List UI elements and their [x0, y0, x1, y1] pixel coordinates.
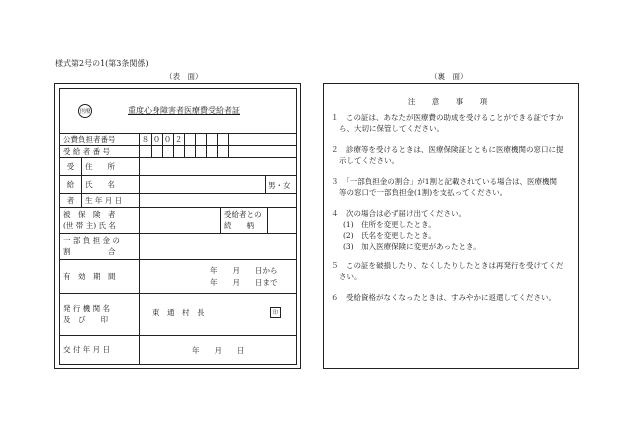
issue-date-value: 年 月 日	[192, 346, 245, 355]
note-sub-line: (3) 加入医療保険に変更があったとき。	[343, 242, 481, 251]
insured-label-line: 被 保 険 者	[63, 210, 116, 219]
recipient-side-label: 受	[60, 157, 82, 175]
copay-label-line: 一 部 負 担 金 の	[63, 236, 120, 245]
medical-seal-icon: 医療	[78, 104, 92, 118]
relation-label	[220, 207, 268, 233]
recipient-number-label: 受 給 者 番 号	[60, 145, 140, 157]
form-number: 様式第2号の1(第3条関係)	[55, 59, 149, 68]
payer-digit: ０	[162, 133, 174, 145]
insured-row	[60, 207, 296, 234]
issuer-value: 東 通 村 長	[152, 308, 205, 317]
note-item	[331, 260, 573, 282]
sex-value: 男・女	[268, 181, 291, 190]
address-row	[60, 157, 296, 176]
front-side-label: （表 面）	[165, 72, 203, 81]
validity-row	[60, 259, 296, 294]
copay-label	[60, 233, 140, 259]
copay-row	[60, 233, 296, 260]
note-item	[331, 176, 573, 198]
note-line: ４ 次の場合は必ず届け出てください。	[331, 209, 466, 218]
payer-digit	[217, 133, 229, 145]
recipient-digit	[217, 145, 229, 157]
note-line: ら、大切に保管してください。	[339, 124, 444, 133]
note-item	[331, 112, 573, 134]
insured-label-line: (世 帯 主) 氏 名	[63, 221, 116, 230]
payer-digit: ８	[140, 133, 152, 145]
note-line: ３ 「一部負担金の割合」が1割と記載されている場合は、医療機関	[331, 177, 558, 186]
insured-label	[60, 207, 140, 233]
back-card	[323, 83, 579, 369]
note-sub-line: (1) 住所を変更したとき。	[343, 220, 436, 229]
issuer-label-line: 及 び 印	[63, 315, 108, 324]
note-line: 示してください。	[339, 156, 399, 165]
note-line: １ この証は、あなたが医療費の助成を受けることができる証ですか	[331, 113, 564, 122]
issuer-label	[60, 293, 140, 335]
certificate-header	[60, 89, 296, 134]
name-row	[60, 175, 296, 194]
note-item	[331, 144, 573, 166]
note-item	[331, 292, 573, 303]
official-stamp-icon: 印	[270, 307, 281, 318]
issue-date-label: 交 付 年 月 日	[60, 335, 140, 364]
back-side-label: （裏 面）	[430, 72, 468, 81]
note-line: ５ この証を破損したり、なくしたりしたときは再発行を受けてくだ	[331, 261, 564, 270]
relation-label-line: 受給者との	[224, 210, 262, 219]
copay-label-line: 割 合	[63, 247, 116, 256]
birth-row	[60, 193, 296, 208]
validity-label: 有 効 期 間	[60, 259, 140, 293]
validity-end: 年 月 日まで	[210, 278, 278, 287]
recipient-side-label: 給	[60, 175, 82, 193]
note-line: さい。	[339, 272, 362, 281]
notes-title: 注 意 事 項	[407, 97, 495, 106]
payer-digit: ２	[173, 133, 185, 145]
note-line: 等の窓口で一部負担金(1割)を支払ってください。	[339, 188, 508, 197]
issuer-row	[60, 293, 296, 336]
payer-number-label: 公費負担者番号	[60, 133, 140, 145]
certificate-table	[59, 88, 297, 365]
name-label: 氏 名	[82, 175, 140, 193]
front-card	[54, 83, 301, 369]
recipient-side-label: 者	[60, 193, 82, 207]
issuer-label-line: 発 行 機 関 名	[63, 304, 111, 313]
payer-digit: ０	[151, 133, 163, 145]
validity-start: 年 月 日から	[210, 266, 278, 275]
certificate-title: 重度心身障害者医療費受給者証	[128, 106, 240, 115]
address-label: 住 所	[82, 157, 140, 175]
relation-label-line: 続 柄	[224, 221, 254, 230]
note-line: ２ 診療等を受けるときは、医療保険証とともに医療機関の窓口に提	[331, 145, 564, 154]
note-line: ６ 受給資格がなくなったときは、すみやかに返還してください。	[331, 293, 556, 302]
birth-label: 生 年 月 日	[82, 193, 140, 207]
issue-date-row	[60, 335, 296, 364]
note-item	[331, 208, 573, 252]
sex-divider	[265, 175, 266, 193]
note-sub-line: (2) 氏名を変更したとき。	[343, 231, 436, 240]
